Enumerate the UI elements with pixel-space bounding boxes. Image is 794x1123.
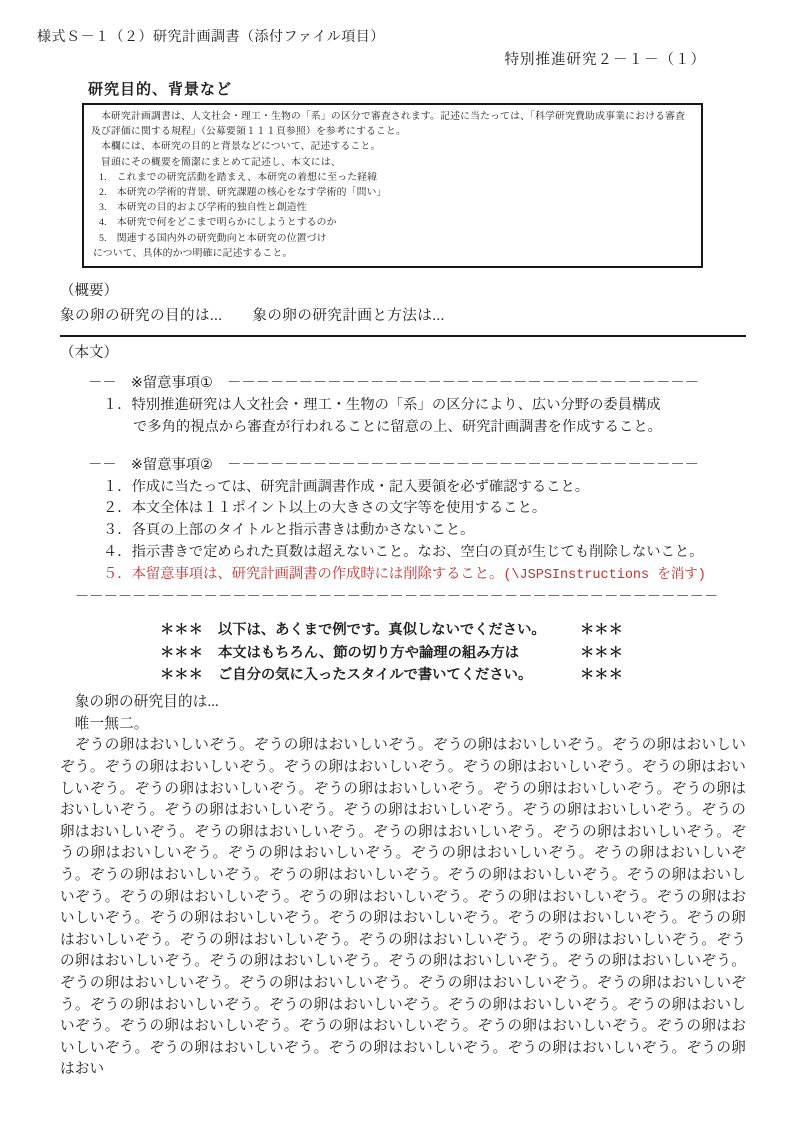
example-notice-text: ご自分の気に入ったスタイルで書いてください。: [218, 666, 533, 683]
note1-header: －－ ※留意事項① －－－－－－－－－－－－－－－－－－－－－－－－－－－－－－－－－: [88, 375, 699, 392]
example-notice-block: [60, 619, 746, 686]
asterisk-marker: ＊＊＊: [580, 622, 623, 639]
note1-item-line2: で多角的視点から審査が行われることに留意の上、研究計画調書を作成すること。: [133, 419, 662, 436]
asterisk-marker: ＊＊＊: [580, 644, 623, 661]
instruction-paragraph: 本研究計画調書は、人文社会・理工・生物の「系」の区分で審査されます。記述に当たっては、「科学研究費助成事業における審査及び評価に関する規程」（公募要領１１１頁参照）を参考にすること。: [91, 111, 686, 138]
example-notice-row: [160, 619, 746, 641]
instruction-closing: について、具体的かつ明確に記述すること。: [93, 247, 293, 259]
asterisk-marker: ＊＊＊: [160, 622, 203, 639]
note2-item: ２．本文全体は１１ポイント以上の大きさの文字等を使用すること。: [103, 500, 547, 517]
essay-purpose-line: 象の卵の研究目的は...: [60, 694, 219, 711]
section-title: 研究目的、背景など: [88, 81, 233, 98]
summary-text: 象の卵の研究の目的は... 象の卵の研究計画と方法は...: [60, 307, 445, 324]
instruction-list-item: 2. 本研究の学術的背景、研究課題の核心をなす学術的「問い」: [99, 187, 387, 199]
form-label: 様式Ｓ－１（２）研究計画調書（添付ファイル項目）: [37, 30, 385, 45]
instruction-list-item: 4. 本研究で何をどこまで明らかにしようとするのか: [99, 217, 337, 229]
asterisk-marker: ＊＊＊: [160, 644, 203, 661]
notes-end-divider: －－－－－－－－－－－－－－－－－－－－－－－－－－－－－－－－－－－－－－－－－－－－－: [75, 588, 719, 605]
note1-item-line1: １．特別推進研究は人文社会・理工・生物の「系」の区分により、広い分野の委員構成: [103, 397, 661, 414]
instruction-paragraph: 冒頭にその概要を簡潔にまとめて記述し、本文には、: [91, 156, 341, 168]
essay-paragraph: ぞうの卵はおいしいぞう。ぞうの卵はおいしいぞう。ぞうの卵はおいしいぞう。ぞうの卵はおいしいぞう。ぞうの卵はおいしいぞう。ぞうの卵はおいしいぞう。ぞうの卵はおいしいぞう。ぞうの卵はおいしいぞう。ぞうの卵はおいしいぞう。ぞうの卵はおいしいぞう。ぞうの卵はおいしいぞう。ぞうの卵はおいしいぞう。ぞうの卵はおいしいぞう。ぞうの卵はおいしいぞう。ぞうの卵はおいしいぞう。ぞうの卵はおいしいぞう。ぞうの卵はおいしいぞう。ぞうの卵はおいしいぞう。ぞうの卵はおいしいぞう。ぞうの卵はおいしいぞう。ぞうの卵はおいしいぞう。ぞうの卵はおいしいぞう。ぞうの卵はおいしいぞう。ぞうの卵はおいしいぞう。ぞうの卵はおいしいぞう。ぞうの卵はおいしいぞう。ぞうの卵はおいしいぞう。ぞうの卵はおいしいぞう。ぞうの卵はおいしいぞう。ぞうの卵はおいしいぞう。ぞうの卵はおいしいぞう。ぞうの卵はおいしいぞう。ぞうの卵はおいしいぞう。ぞうの卵はおいしいぞう。ぞうの卵はおいしいぞう。ぞうの卵はおいしいぞう。ぞうの卵はおいしいぞう。ぞうの卵はおいしいぞう。ぞうの卵はおいしいぞう。ぞうの卵はおいしいぞう。ぞうの卵はおいしいぞう。ぞうの卵はおいしいぞう。ぞうの卵はおいしいぞう。ぞうの卵はおいしいぞう。ぞうの卵はおいしいぞう。ぞうの卵はおいしいぞう。ぞうの卵はおいしいぞう。ぞうの卵はおいしいぞう。ぞうの卵はおいしいぞう。ぞうの卵はおいしいぞう。ぞうの卵はおいしいぞう。ぞうの卵はおいしいぞう。ぞうの卵はおいしいぞう。ぞうの卵はおいしいぞう。ぞうの卵はおいしいぞう。ぞうの卵はおいしいぞう。ぞうの卵はおいしいぞう。ぞうの卵はおい: [60, 737, 746, 1078]
note2-item: ３．各頁の上部のタイトルと指示書きは動かさないこと。: [103, 522, 475, 539]
section-divider-line: [60, 335, 746, 337]
example-notice-text: 本文はもちろん、節の切り方や論理の組み方は: [218, 644, 520, 661]
honbun-label: （本文）: [60, 344, 118, 361]
example-notice-row: [160, 642, 746, 664]
note2-red-text: ５．本留意事項は、研究計画調書の作成時には削除すること。: [103, 565, 504, 582]
doc-code: 特別推進研究２－１－（１）: [504, 52, 706, 68]
summary-label: （概要）: [60, 283, 118, 300]
example-notice-row: [160, 664, 746, 686]
asterisk-marker: ＊＊＊: [160, 666, 203, 683]
note2-header: －－ ※留意事項② －－－－－－－－－－－－－－－－－－－－－－－－－－－－－－－－－: [88, 456, 699, 473]
page-content: [60, 78, 746, 1081]
example-notice-text: 以下は、あくまで例です。真似しないでください。: [218, 622, 546, 639]
note2-item-delete-instruction: [103, 564, 746, 587]
note2-item: ４．指示書きで定められた頁数は超えないこと。なお、空白の頁が生じても削除しないこと。: [103, 544, 704, 560]
note2-red-code: (\JSPSInstructions を消す): [503, 567, 706, 583]
instruction-paragraph: 本欄には、本研究の目的と背景などについて、記述すること。: [91, 141, 381, 153]
asterisk-marker: ＊＊＊: [580, 666, 623, 683]
note2-item: １．作成に当たっては、研究計画調書作成・記入要領を必ず確認すること。: [103, 478, 590, 495]
instruction-list-item: 1. これまでの研究活動を踏まえ、本研究の着想に至った経緯: [99, 171, 378, 183]
instruction-list-item: 3. 本研究の目的および学術的独自性と創造性: [99, 202, 307, 214]
instruction-box: [82, 103, 703, 268]
instruction-list-item: 5. 関連する国内外の研究動向と本研究の位置づけ: [99, 232, 327, 244]
essay-unique-line: 唯一無二。: [60, 715, 149, 732]
